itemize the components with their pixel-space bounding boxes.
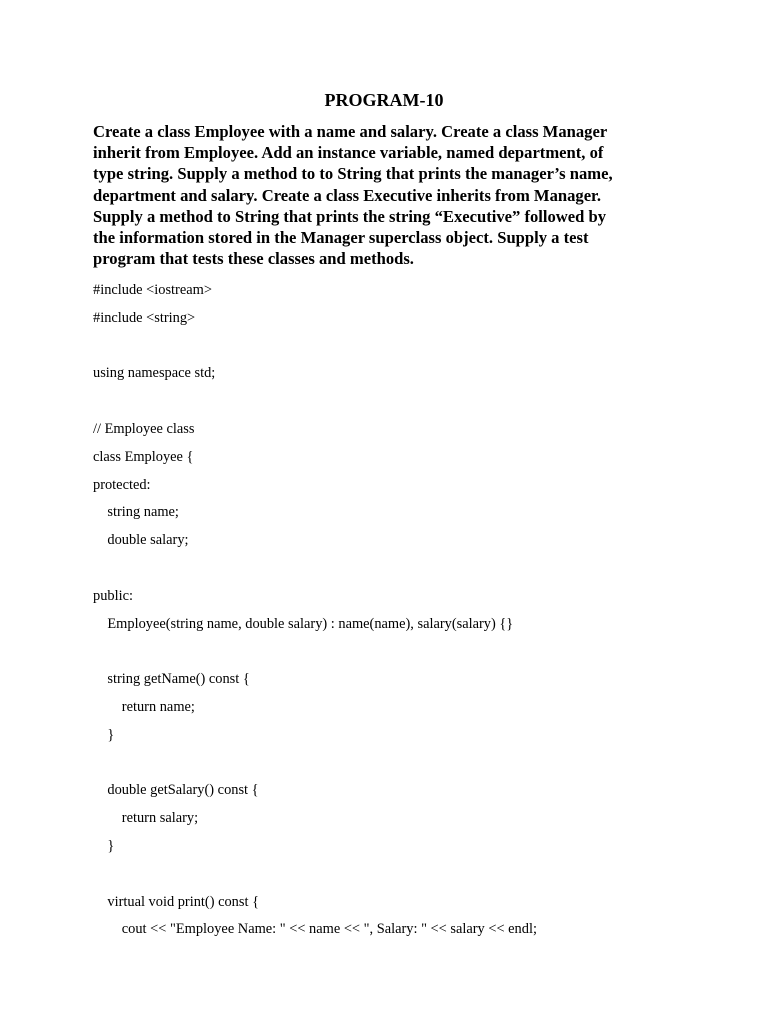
code-line: #include <string> bbox=[93, 309, 196, 326]
code-line: return name; bbox=[93, 698, 195, 715]
program-title: PROGRAM-10 bbox=[324, 90, 444, 110]
code-line: public: bbox=[93, 587, 133, 604]
code-line: using namespace std; bbox=[93, 365, 216, 382]
problem-line: Create a class Employee with a name and salary. Create a class Manager bbox=[93, 122, 608, 141]
code-line: } bbox=[93, 837, 115, 854]
code-line-blank bbox=[93, 555, 713, 583]
problem-line: the information stored in the Manager superclass object. Supply a test bbox=[93, 228, 589, 248]
code-line: protected: bbox=[93, 476, 151, 493]
code-line-blank bbox=[93, 333, 713, 361]
code-line: virtual void print() const { bbox=[93, 893, 259, 910]
code-line: string name; bbox=[93, 504, 179, 521]
problem-line: type string. Supply a method to to String that prints the manager’s name, bbox=[93, 164, 613, 184]
code-line: cout << "Employee Name: " << name << ", Salary: " << salary << endl; bbox=[93, 921, 537, 938]
problem-statement bbox=[93, 121, 675, 269]
code-listing bbox=[93, 277, 713, 944]
code-line: double salary; bbox=[93, 532, 189, 549]
code-line-blank bbox=[93, 638, 713, 666]
code-line: #include <iostream> bbox=[93, 282, 212, 298]
code-line: class Employee { bbox=[93, 448, 194, 465]
code-line: // Employee class bbox=[93, 420, 195, 437]
code-line: return salary; bbox=[93, 810, 199, 827]
problem-line: department and salary. Create a class Executive inherits from Manager. bbox=[93, 185, 602, 205]
problem-line: program that tests these classes and methods. bbox=[93, 249, 414, 269]
code-line: } bbox=[93, 726, 115, 743]
problem-line: inherit from Employee. Add an instance variable, named department, of bbox=[93, 143, 604, 163]
problem-line: Supply a method to String that prints the string “Executive” followed by bbox=[93, 206, 607, 226]
code-line: Employee(string name, double salary) : name(name), salary(salary) {} bbox=[93, 615, 514, 632]
code-line-blank bbox=[93, 750, 713, 778]
code-line-blank bbox=[93, 861, 713, 889]
code-line: double getSalary() const { bbox=[93, 782, 259, 799]
code-line: string getName() const { bbox=[93, 671, 250, 688]
code-line-blank bbox=[93, 388, 713, 416]
